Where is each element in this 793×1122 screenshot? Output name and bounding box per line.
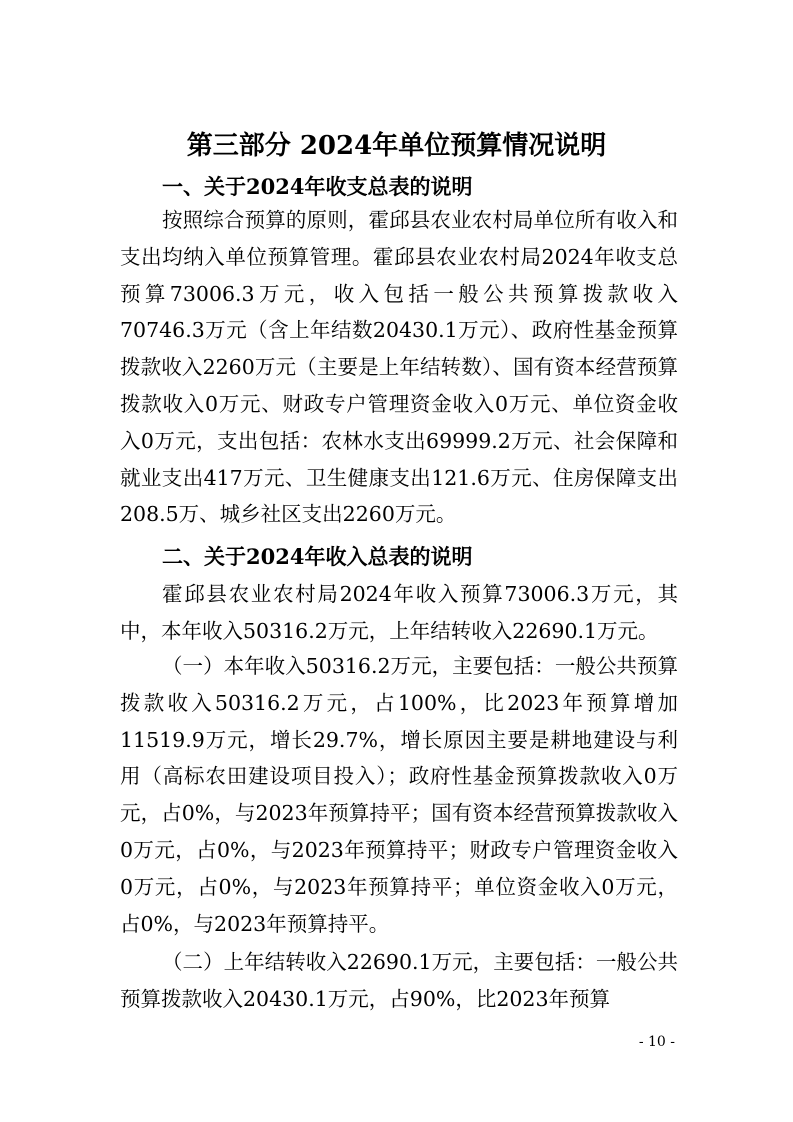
section-heading-income-expenditure-summary: 一、关于2024年收支总表的说明	[162, 174, 473, 199]
section-heading-income-summary: 二、关于2024年收入总表的说明	[162, 544, 473, 569]
page-number: - 10 -	[638, 1034, 675, 1050]
paragraph-income-expenditure-summary: 按照综合预算的原则，霍邱县农业农村局单位所有收入和支出均纳入单位预算管理。霍邱县农业农村局2024年收支总预算73006.3万元，收入包括一般公共预算拨款收入70746.3万元（含上年结数20430.1万元）、政府性基金预算拨款收入2260万元（主要是上年结转数）、国有资本经营预算拨款收入0万元、财政专户管理资金收入0万元、单位资金收入0万元，支出包括：农林水支出69999.2万元、社会保障和就业支出417万元、卫生健康支出121.6万元、住房保障支出208.5万、城乡社区支出2260万元。	[120, 208, 678, 527]
page-title: 第三部分 2024年单位预算情况说明	[186, 131, 607, 161]
paragraph-carryover-income: （二）上年结转收入22690.1万元，主要包括：一般公共预算拨款收入20430.1万元，占90%，比2023年预算	[120, 950, 678, 1011]
paragraph-current-year-income: （一）本年收入50316.2万元，主要包括：一般公共预算拨款收入50316.2万元，占100%，比2023年预算增加11519.9万元，增长29.7%，增长原因主要是耕地建设与利用（高标农田建设项目投入）；政府性基金预算拨款收入0万元，占0%，与2023年预算持平；国有资本经营预算拨款收入0万元，占0%，与2023年预算持平；财政专户管理资金收入0万元，占0%，与2023年预算持平；单位资金收入0万元，占0%，与2023年预算持平。	[120, 654, 678, 936]
paragraph-income-overview: 霍邱县农业农村局2024年收入预算73006.3万元，其中，本年收入50316.2万元，上年结转收入22690.1万元。	[120, 582, 678, 643]
